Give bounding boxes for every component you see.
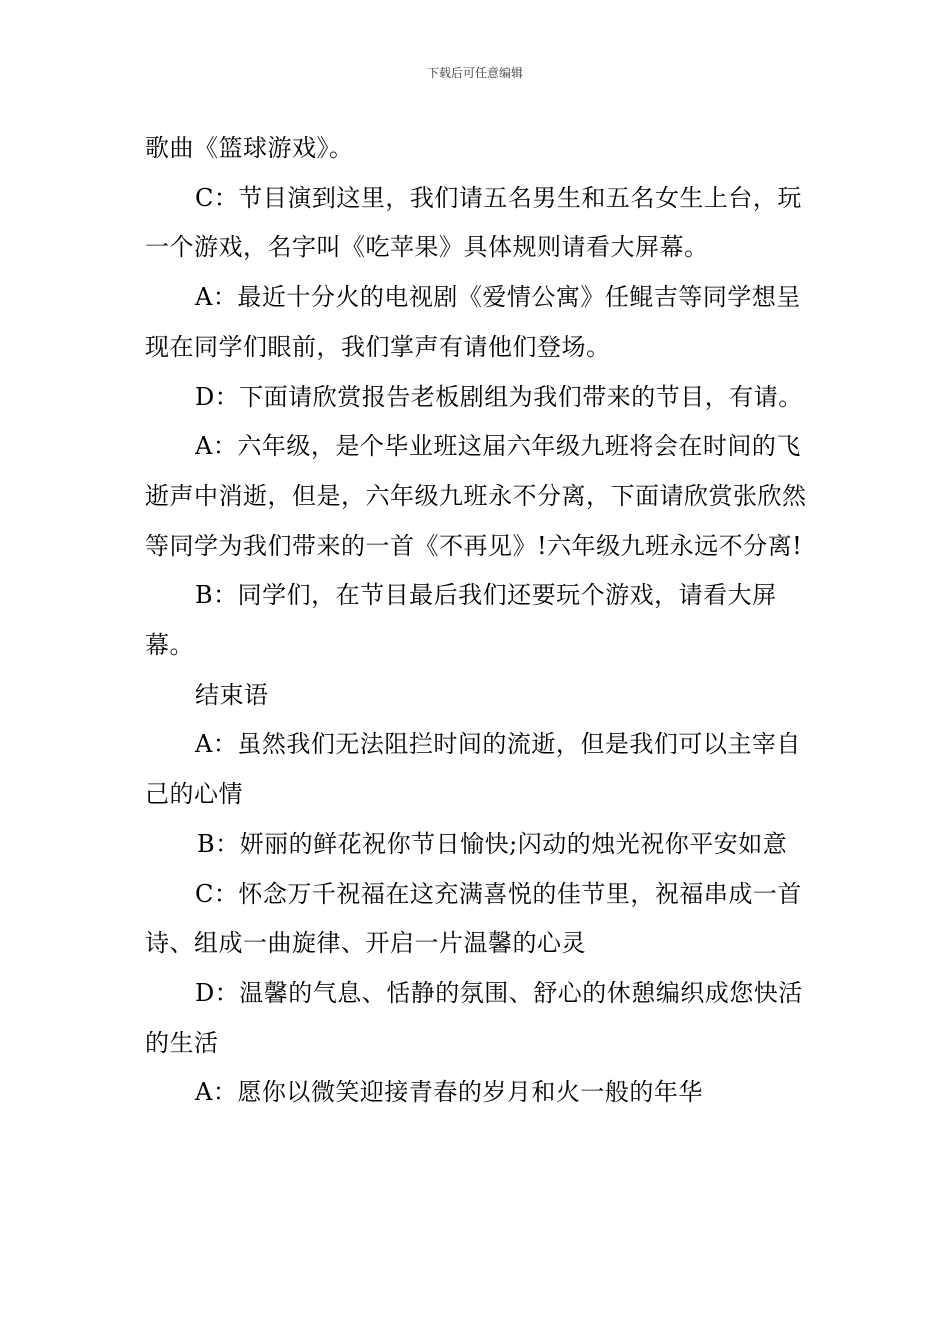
paragraph: D：下面请欣赏报告老板剧组为我们带来的节目，有请。 <box>195 382 803 411</box>
paragraph: C：怀念万千祝福在这充满喜悦的佳节里，祝福串成一首诗、组成一曲旋律、开启一片温馨的心灵 <box>145 879 802 958</box>
paragraph: C：节目演到这里，我们请五名男生和五名女生上台，玩一个游戏，名字叫《吃苹果》具体规则请看大屏幕。 <box>145 183 802 262</box>
paragraph: A：虽然我们无法阻拦时间的流逝，但是我们可以主宰自己的心情 <box>145 730 801 809</box>
paragraph: A：愿你以微笑迎接青春的岁月和火一般的年华 <box>195 1078 703 1107</box>
paragraph: D：温馨的气息、恬静的氛围、舒心的休憩编织成您快活的生活 <box>145 978 803 1057</box>
section-heading: 结束语 <box>195 680 269 709</box>
paragraph: A：最近十分火的电视剧《爱情公寓》任鲲吉等同学想呈现在同学们眼前，我们掌声有请他们登场。 <box>145 283 801 361</box>
paragraph: B：妍丽的鲜花祝你节日愉快;闪动的烛光祝你平安如意 <box>197 829 788 858</box>
page-header: 下载后可任意编辑 <box>426 66 523 80</box>
paragraph: 歌曲《篮球游戏》。 <box>145 134 354 162</box>
paragraph: B：同学们，在节目最后我们还要玩个游戏，请看大屏幕。 <box>145 581 777 660</box>
document-body <box>145 124 815 1118</box>
paragraph: A：六年级，是个毕业班这届六年级九班将会在时间的飞逝声中消逝，但是，六年级九班永不分离，下面请欣赏张欣然等同学为我们带来的一首《不再见》!六年级九班永远不分离! <box>145 432 807 560</box>
